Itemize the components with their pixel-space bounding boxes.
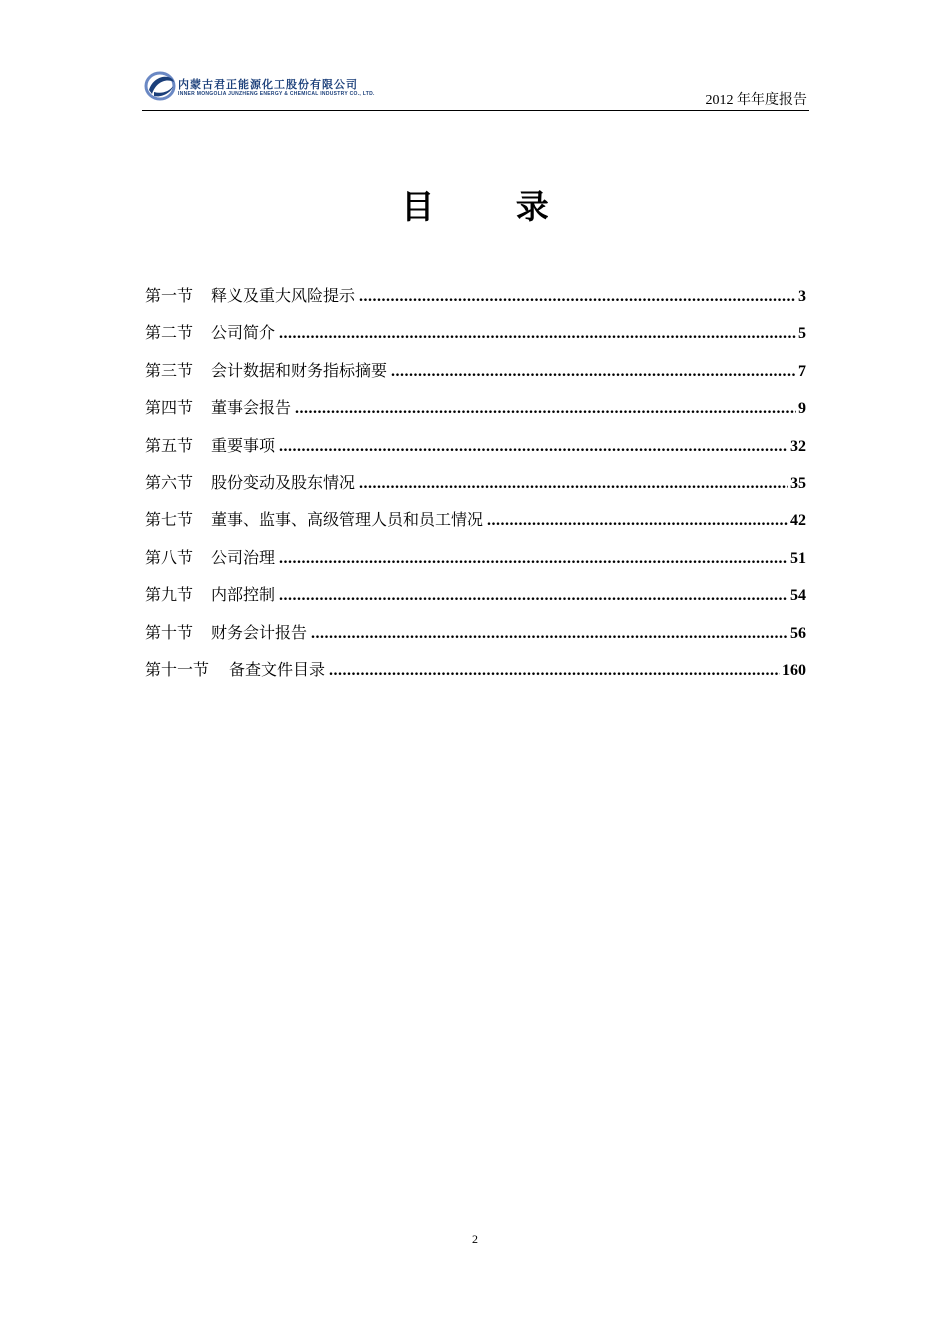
toc-section-number: 第九节	[145, 585, 194, 605]
company-logo-icon	[142, 68, 182, 104]
toc-page-number: 35	[790, 474, 806, 492]
toc-section-number: 第三节	[145, 360, 194, 380]
toc-item[interactable]	[145, 582, 806, 619]
toc-section-number: 第五节	[145, 435, 194, 455]
toc-section-number: 第一节	[145, 286, 194, 305]
toc-page-number: 5	[798, 325, 806, 343]
toc-item[interactable]	[145, 657, 806, 694]
toc-page-number: 54	[790, 587, 806, 605]
toc-item[interactable]	[145, 507, 806, 544]
toc-section-title: 重要事项	[211, 435, 276, 455]
toc-leader-dots	[279, 587, 788, 605]
page-header	[142, 66, 809, 111]
toc-item[interactable]	[145, 358, 806, 395]
toc-page-number: 9	[798, 400, 806, 418]
page-number: 2	[472, 1232, 478, 1246]
toc-item[interactable]	[145, 320, 806, 357]
toc-item[interactable]	[145, 620, 806, 657]
toc-section-title: 公司治理	[211, 547, 276, 567]
toc-leader-dots	[359, 288, 796, 306]
toc-page-number: 160	[782, 661, 806, 679]
toc-item[interactable]	[145, 470, 806, 507]
toc-section-title: 董事、监事、高级管理人员和员工情况	[211, 510, 484, 530]
toc-leader-dots	[329, 662, 780, 680]
toc-section-number: 第十节	[145, 622, 194, 642]
toc-section-title: 董事会报告	[211, 398, 292, 418]
toc-section-title: 备查文件目录	[229, 659, 326, 679]
toc-item[interactable]	[145, 545, 806, 582]
toc-section-title: 财务会计报告	[211, 622, 308, 642]
toc-leader-dots	[279, 325, 796, 343]
toc-page-number: 7	[798, 362, 806, 380]
toc-section-number: 第十一节	[145, 659, 210, 679]
toc-page-number: 32	[790, 437, 806, 455]
toc-leader-dots	[279, 550, 788, 568]
toc-leader-dots	[311, 625, 788, 643]
toc-section-title: 内部控制	[211, 585, 276, 605]
company-name-en: INNER MONGOLIA JUNZHENG ENERGY & CHEMICAL INDUSTRY CO., LTD.	[178, 91, 375, 97]
company-name-cn: 内蒙古君正能源化工股份有限公司	[178, 78, 358, 91]
toc-heading: 目 录	[401, 187, 584, 226]
toc-page-number: 56	[790, 624, 806, 642]
toc-leader-dots	[279, 438, 788, 456]
toc-section-number: 第四节	[145, 398, 194, 418]
toc-item[interactable]	[145, 433, 806, 470]
toc-leader-dots	[487, 512, 788, 530]
toc-leader-dots	[359, 475, 788, 493]
toc-item[interactable]	[145, 283, 806, 320]
toc-section-title: 会计数据和财务指标摘要	[211, 360, 388, 380]
toc-section-number: 第七节	[145, 510, 194, 530]
toc-item[interactable]	[145, 395, 806, 432]
toc-leader-dots	[391, 363, 796, 381]
toc-section-title: 股份变动及股东情况	[211, 472, 356, 492]
toc-section-title: 释义及重大风险提示	[211, 286, 356, 305]
toc-section-number: 第六节	[145, 472, 194, 492]
toc-section-number: 第二节	[145, 323, 194, 343]
toc-leader-dots	[295, 400, 796, 418]
report-title: 2012 年年度报告	[705, 93, 807, 108]
toc-page-number: 51	[790, 549, 806, 567]
toc-page-number: 3	[798, 288, 806, 305]
toc-page-number: 42	[790, 512, 806, 530]
toc-section-number: 第八节	[145, 547, 194, 567]
toc-section-title: 公司简介	[211, 323, 276, 343]
table-of-contents	[145, 283, 806, 694]
